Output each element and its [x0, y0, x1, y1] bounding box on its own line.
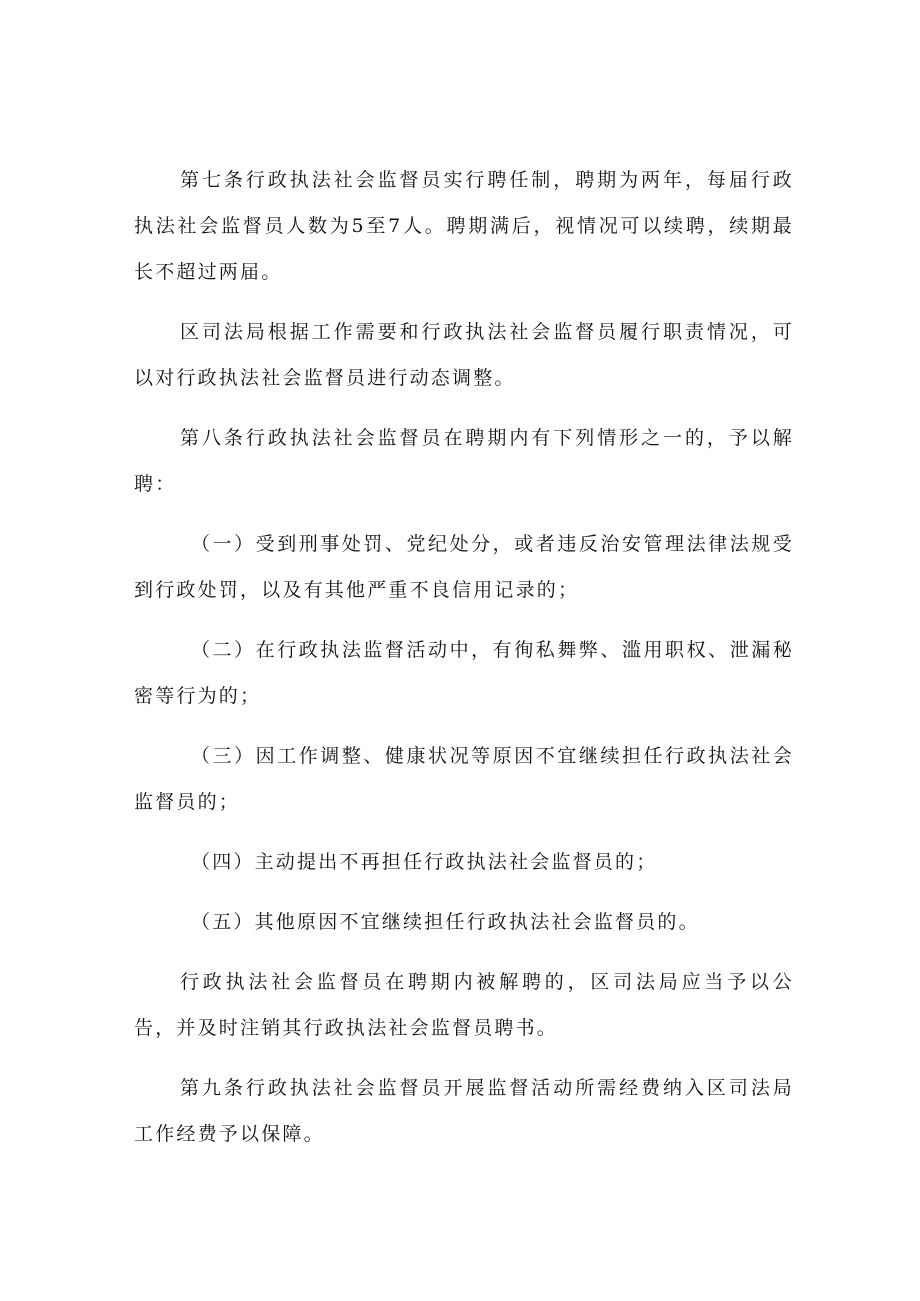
article-9-paragraph: 第九条行政执法社会监督员开展监督活动所需经费纳入区司法局工作经费予以保障。 [134, 1077, 794, 1145]
article-8-item-2: （二）在行政执法监督活动中，有徇私舞弊、滥用职权、泄漏秘密等行为的； [134, 639, 794, 707]
article-7-paragraph: 第七条行政执法社会监督员实行聘任制，聘期为两年，每届行政执法社会监督员人数为5至7人。聘期满后，视情况可以续聘，续期最长不超过两届。 [134, 169, 794, 283]
article-8-item-3: （三）因工作调整、健康状况等原因不宜继续担任行政执法社会监督员的； [134, 745, 794, 813]
article-8-item-4: （四）主动提出不再担任行政执法社会监督员的； [191, 851, 658, 873]
article-8-item-5: （五）其他原因不宜继续担任行政执法社会监督员的。 [191, 911, 700, 933]
article-7-adjustment-paragraph: 区司法局根据工作需要和行政执法社会监督员履行职责情况，可以对行政执法社会监督员进行动态调整。 [134, 321, 794, 389]
article-8-paragraph: 第八条行政执法社会监督员在聘期内有下列情形之一的，予以解聘： [134, 427, 794, 495]
dismissal-announcement-paragraph: 行政执法社会监督员在聘期内被解聘的，区司法局应当予以公告，并及时注销其行政执法社会监督员聘书。 [134, 971, 794, 1039]
document-body [134, 157, 794, 1171]
article-8-item-1: （一）受到刑事处罚、党纪处分，或者违反治安管理法律法规受到行政处罚，以及有其他严重不良信用记录的； [134, 533, 794, 601]
